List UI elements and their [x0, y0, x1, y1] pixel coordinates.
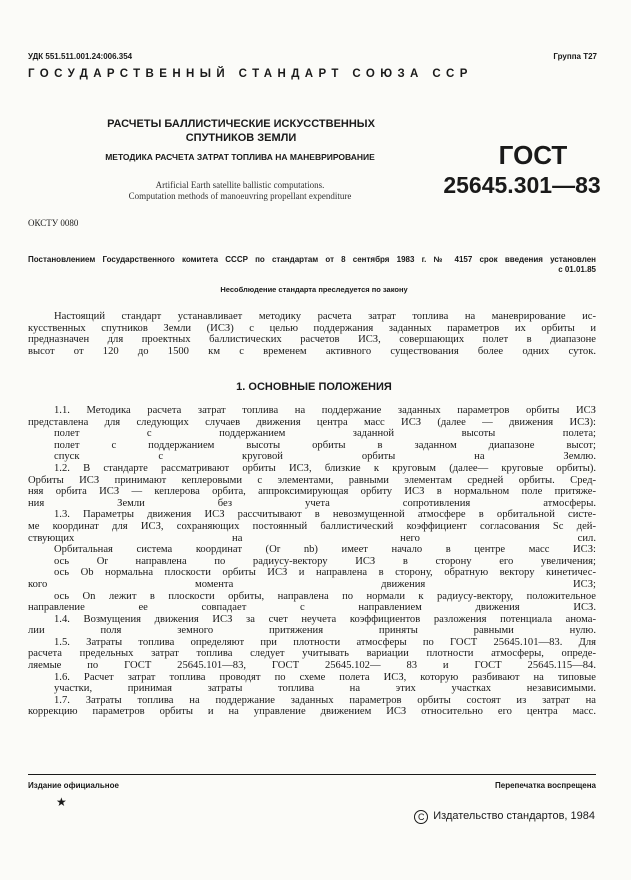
body-line: ось On лежит в плоскости орбиты, направлена по нормали к радиусу-вектору, положительное	[54, 590, 596, 602]
copyright-icon: С	[414, 810, 428, 824]
intro-line: кусственных спутников Земли (ИСЗ) с целью поддержания заданных параметров их орбиты и	[28, 322, 596, 334]
body-line: 1.3. Параметры движения ИСЗ рассчитывают в невозмущенной атмосфере в орбитальной систе-	[54, 509, 596, 521]
body-line: ось Or направлена по радиусу-вектору ИСЗ в сторону его увеличения;	[54, 555, 596, 567]
english-title	[70, 180, 410, 202]
body-line: коррекцию параметров орбиты и на управление движением ИСЗ относительно его центра масс.	[28, 706, 596, 718]
body-line: ствующих на него сил.	[28, 532, 596, 544]
legal-notice: Несоблюдение стандарта преследуется по закону	[220, 285, 408, 294]
copyright-text: Издательство стандартов, 1984	[433, 810, 595, 822]
footer-divider	[28, 774, 596, 775]
body-line: ось Ob нормальна плоскости орбиты ИСЗ и направлена в сторону, обратную вектору кинетичес-	[54, 567, 596, 579]
section-body	[28, 405, 596, 718]
document-title	[86, 117, 396, 145]
body-line: расчета предельных затрат топлива следует учитывать вариации плотности атмосферы, опреде-	[28, 648, 596, 660]
intro-line: Настоящий стандарт устанавливает методику расчета затрат топлива на маневрирование ис-	[54, 311, 596, 322]
section-heading: 1. ОСНОВНЫЕ ПОЛОЖЕНИЯ	[236, 381, 392, 393]
body-line: участки, принимая затраты топлива на этих участках независимыми.	[54, 683, 596, 695]
document-subtitle: МЕТОДИКА РАСЧЕТА ЗАТРАТ ТОПЛИВА НА МАНЕВРИРОВАНИЕ	[105, 152, 375, 162]
title-line-1: РАСЧЕТЫ БАЛЛИСТИЧЕСКИЕ ИСКУССТВЕННЫХ	[107, 118, 375, 130]
group-code: Группа Т27	[553, 52, 597, 61]
body-line: 1.6. Расчет затрат топлива проводят по схеме полета ИСЗ, которую разбивают на типовые	[54, 671, 596, 683]
title-line-2: СПУТНИКОВ ЗЕМЛИ	[185, 132, 297, 144]
intro-line: предназначен для проектных баллистических расчетов ИСЗ, совершающих полет в диапазоне	[28, 334, 596, 346]
body-line: направление ее совпадает с направлением движения ИСЗ.	[28, 602, 596, 614]
gost-number: 25645.301—83	[443, 172, 601, 198]
decree-date: с 01.01.85	[558, 265, 596, 274]
english-title-line-1: Artificial Earth satellite ballistic computations.	[155, 180, 325, 190]
body-line: няя орбита ИСЗ — кеплерова орбита, аппроксимирующая орбиту ИСЗ в нормальном поле притяже-	[28, 486, 596, 498]
body-line: лии поля земного притяжения приняты равными нулю.	[28, 625, 596, 637]
body-line: 1.2. В стандарте рассматривают орбиты ИСЗ, близкие к круговым (далее— круговые орбиты).	[54, 462, 596, 474]
udk-code: УДК 551.511.001.24:006.354	[28, 52, 133, 61]
okstu-code: ОКСТУ 0080	[28, 218, 79, 228]
body-line: Орбиты ИСЗ принимают кеплеровыми с элементами, равными элементам средней орбиты. Сред-	[28, 474, 596, 486]
body-line: полет с поддержанием высоты орбиты в заданном диапазоне высот;	[54, 439, 596, 451]
body-line: 1.7. Затраты топлива на поддержание заданных параметров орбиты состоят из затрат на	[54, 694, 596, 706]
english-title-line-2: Computation methods of manoeuvring propellant expenditure	[128, 191, 352, 201]
reprint-prohibited-label: Перепечатка воспрещена	[495, 781, 596, 790]
official-edition-label: Издание официальное	[28, 781, 119, 790]
body-line: Орбитальная система координат (Or nb) имеет начало в центре масс ИСЗ:	[54, 544, 596, 556]
body-line: полет с поддержанием заданной высоты полета;	[54, 428, 596, 440]
body-line: представлена для следующих случаев движения центра масс ИСЗ (далее — движения ИСЗ):	[28, 416, 596, 428]
body-line: ния Земли без учета сопротивления атмосферы.	[28, 497, 596, 509]
body-line: кого момента движения ИСЗ;	[28, 578, 596, 590]
intro-line: высот от 120 до 1500 км с временем активного существования более одних суток.	[28, 345, 596, 357]
copyright-notice	[414, 810, 595, 824]
body-line: 1.5. Затраты топлива определяют при плотности атмосферы по ГОСТ 25645.101—83. Для	[54, 636, 596, 648]
body-line: ляемые по ГОСТ 25645.101—83, ГОСТ 25645.102— 83 и ГОСТ 25645.115—84.	[28, 660, 596, 672]
gost-label: ГОСТ	[498, 140, 568, 170]
body-line: спуск с круговой орбиты на Землю.	[54, 451, 596, 463]
state-standard-banner: ГОСУДАРСТВЕННЫЙ СТАНДАРТ СОЮЗА ССР	[28, 68, 473, 80]
body-line: ме координат для ИСЗ, сохраняющих постоянный баллистический коэффициент согласования Sс дей-	[28, 520, 596, 532]
decree-text: Постановлением Государственного комитета СССР по стандартам от 8 сентября 1983 г. № 4157 срок введения установлен	[28, 255, 596, 264]
intro-paragraph	[28, 311, 596, 357]
body-line: 1.4. Возмущения движения ИСЗ за счет неучета коэффициентов разложения потенциала анома-	[54, 613, 596, 625]
star-icon: ★	[56, 795, 67, 809]
body-line: 1.1. Методика расчета затрат топлива на поддержание заданных параметров орбиты ИСЗ	[54, 405, 596, 416]
